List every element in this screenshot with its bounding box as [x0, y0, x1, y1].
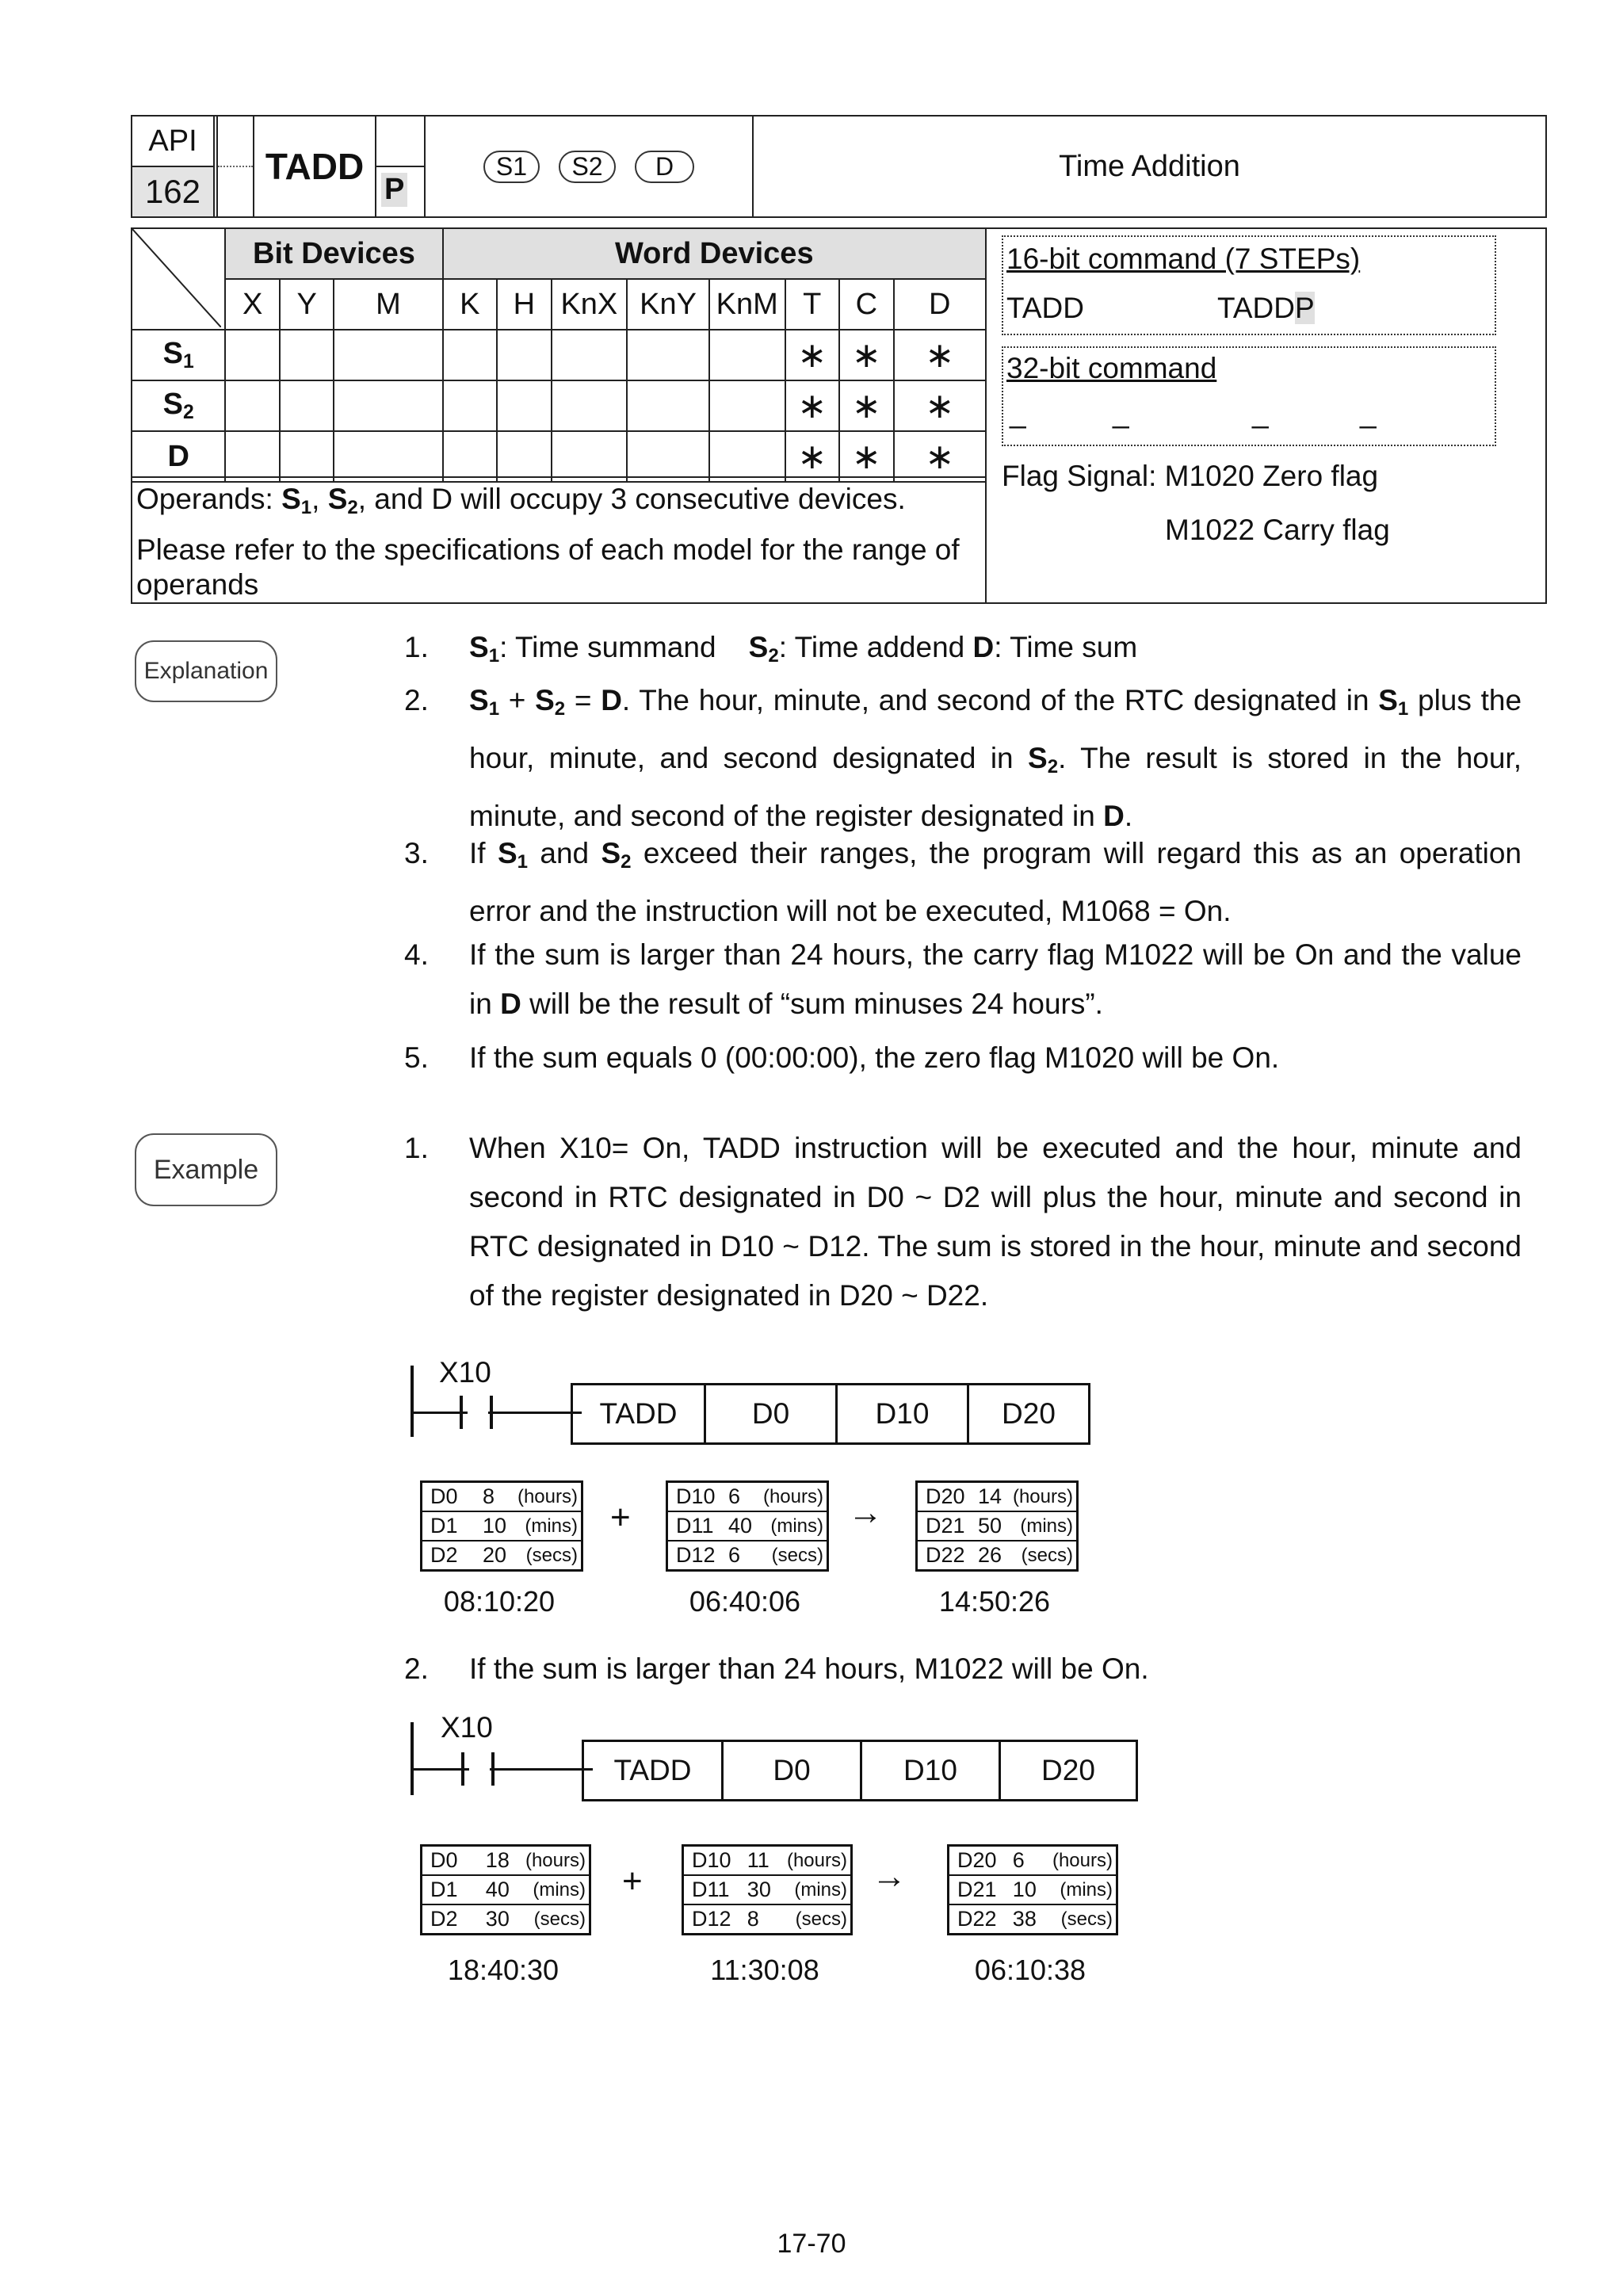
device-table [131, 227, 987, 483]
time-value: 11:30:08 [710, 1954, 819, 1986]
col-header-knx: KnX [552, 279, 628, 330]
operand-s1: S1 [483, 151, 540, 183]
cmd32-dash-2: _ [1113, 396, 1129, 429]
ladder-diagram-1 [404, 1351, 1117, 1446]
register-row: D2 20 (secs) [430, 1543, 578, 1567]
register-row: D12 6 (secs) [676, 1543, 823, 1567]
cell-s2: D10 [862, 1742, 1001, 1799]
bit-devices-header: Bit Devices [225, 228, 442, 279]
contact-label: X10 [441, 1711, 493, 1744]
col-header-k: K [443, 279, 498, 330]
register-box [420, 1844, 591, 1935]
time-value: 18:40:30 [447, 1954, 559, 1986]
mark-cell: ∗ [785, 330, 840, 380]
register-row: D12 8 (secs) [692, 1907, 847, 1931]
cmd16-tadd: TADD [1006, 292, 1084, 324]
cell-s1: D0 [724, 1742, 862, 1799]
explanation-tag: Explanation [135, 640, 277, 702]
plus-sign: + [610, 1498, 631, 1537]
mark-cell [709, 380, 785, 431]
mark-cell [497, 330, 552, 380]
register-row: D22 38 (secs) [957, 1907, 1113, 1931]
mark-cell [497, 380, 552, 431]
col-header-y: Y [280, 279, 334, 330]
register-row: D21 10 (mins) [949, 1876, 1116, 1905]
time-value: 06:10:38 [974, 1954, 1086, 1986]
register-row: D1 10 (mins) [422, 1512, 581, 1541]
col-header-knm: KnM [709, 279, 785, 330]
corner-cell [132, 228, 225, 330]
time-value: 08:10:20 [443, 1585, 556, 1618]
time-value: 06:40:06 [689, 1585, 801, 1618]
instruction-box [582, 1740, 1138, 1801]
mark-cell [334, 330, 442, 380]
col-header-t: T [785, 279, 840, 330]
api-cell [132, 116, 214, 217]
col-header-c: C [839, 279, 894, 330]
register-row: D20 6 (hours) [949, 1847, 1116, 1876]
instruction-title: Time Addition [753, 116, 1546, 217]
mark-cell [225, 431, 280, 482]
api-number: 162 [132, 167, 213, 216]
cmd32-dash-1: _ [1010, 396, 1026, 429]
register-row: D10 6 (hours) [668, 1483, 827, 1512]
register-box [666, 1480, 829, 1572]
cell-opcode: TADD [573, 1385, 706, 1442]
flag-carry: M1022 Carry flag [1165, 514, 1390, 546]
operand-note: Operands: $S_1$, $S_2$, and D will occupy 3 consecutive devices. Please refer to the specifications of each model for the range of operands [132, 476, 987, 602]
flag-signal: Flag Signal: M1020 Zero flag [1002, 460, 1379, 492]
mark-cell: ∗ [785, 380, 840, 431]
register-box [947, 1844, 1118, 1935]
register-box [420, 1480, 583, 1572]
cell-d: D20 [1041, 1754, 1095, 1786]
operand-s2: S2 [559, 151, 615, 183]
mark-cell: ∗ [839, 431, 894, 482]
arrow-icon: → [872, 1857, 907, 1896]
mark-cell [280, 330, 334, 380]
register-row: D22 26 (secs) [926, 1543, 1073, 1567]
mark-cell [225, 380, 280, 431]
cmd16-title: 16-bit command (7 STEPs) [1006, 243, 1361, 275]
mark-cell [552, 380, 628, 431]
col-header-h: H [497, 279, 552, 330]
mark-cell [280, 431, 334, 482]
register-row: D20 14 (hours) [918, 1483, 1076, 1512]
register-row: D11 30 (mins) [684, 1876, 850, 1905]
cmd32-dash-3: _ [1252, 396, 1269, 429]
cmd32-dash-4: _ [1360, 396, 1377, 429]
mark-cell [334, 380, 442, 431]
register-box [682, 1844, 853, 1935]
col-header-m: M [334, 279, 442, 330]
register-row: D1 40 (mins) [422, 1876, 589, 1905]
example-tag: Example [135, 1133, 277, 1206]
arrow-icon: → [848, 1493, 883, 1532]
mark-cell: ∗ [839, 380, 894, 431]
row-label-s2: $S_2$ [132, 380, 225, 431]
mark-cell [552, 330, 628, 380]
col-header-kny: KnY [627, 279, 709, 330]
pulse-marker: P [381, 173, 407, 207]
register-row: D10 11 (hours) [684, 1847, 850, 1876]
contact-label: X10 [439, 1356, 491, 1389]
plus-sign: + [622, 1862, 643, 1901]
cell-s1: D0 [706, 1385, 838, 1442]
register-box [915, 1480, 1079, 1572]
mark-cell [627, 330, 709, 380]
operand-list [425, 116, 753, 217]
row-label-s1: $S_1$ [132, 330, 225, 380]
instruction-header [131, 115, 1547, 218]
mark-cell: ∗ [894, 431, 986, 482]
mark-cell [443, 380, 498, 431]
register-row: D2 30 (secs) [430, 1907, 586, 1931]
cmd32-title: 32-bit command [1006, 352, 1217, 384]
ladder-diagram-2 [404, 1708, 1157, 1807]
mark-cell [443, 330, 498, 380]
mark-cell: ∗ [839, 330, 894, 380]
cmd16-taddp: TADDP [1217, 292, 1315, 324]
instruction-box [571, 1383, 1090, 1445]
mark-cell [552, 431, 628, 482]
register-row: D0 8 (hours) [422, 1483, 581, 1512]
mnemonic: TADD [254, 116, 376, 217]
mark-cell [443, 431, 498, 482]
mark-cell: ∗ [894, 330, 986, 380]
mark-cell: ∗ [894, 380, 986, 431]
word-devices-header: Word Devices [443, 228, 986, 279]
cell-opcode: TADD [584, 1742, 724, 1799]
mark-cell [225, 330, 280, 380]
mark-cell: ∗ [785, 431, 840, 482]
mark-cell [709, 330, 785, 380]
row-label-d: D [132, 431, 225, 482]
mark-cell [280, 380, 334, 431]
mark-cell [334, 431, 442, 482]
mark-cell [627, 380, 709, 431]
mark-cell [709, 431, 785, 482]
register-row: D11 40 (mins) [668, 1512, 827, 1541]
operand-range-note: Please refer to the specifications of each model for the range of operands [136, 533, 960, 601]
col-header-d: D [894, 279, 986, 330]
register-row: D0 18 (hours) [422, 1847, 589, 1876]
register-row: D21 50 (mins) [918, 1512, 1076, 1541]
cell-s2: D10 [838, 1385, 969, 1442]
col-header-x: X [225, 279, 280, 330]
api-label: API [132, 117, 213, 167]
time-value: 14:50:26 [938, 1585, 1051, 1618]
cell-d: D20 [1002, 1397, 1056, 1430]
operand-d: D [635, 151, 694, 183]
mark-cell [497, 431, 552, 482]
page-number: 17-70 [777, 2229, 846, 2259]
mark-cell [627, 431, 709, 482]
